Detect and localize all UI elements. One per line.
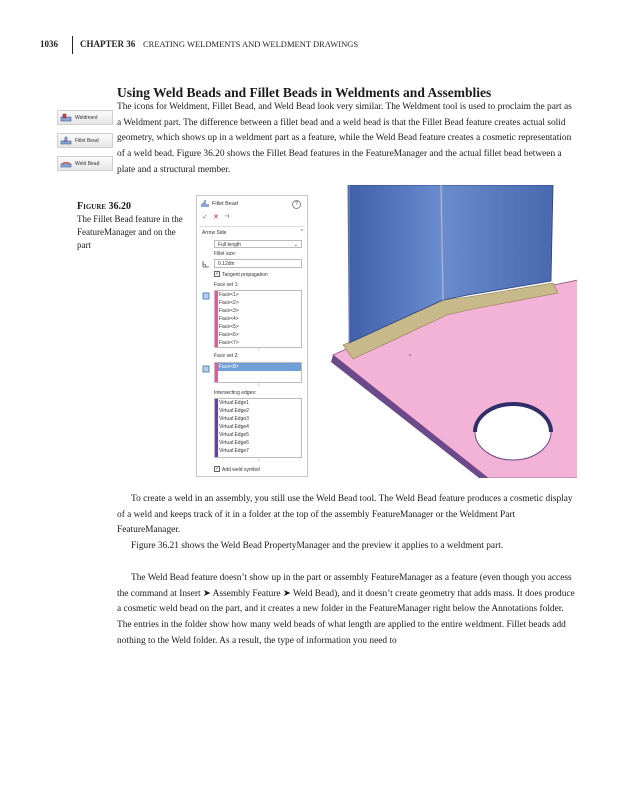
list-item[interactable]: Virtual Edge1	[219, 400, 249, 406]
face-set-2-list[interactable]	[214, 362, 302, 383]
section-title: Using Weld Beads and Fillet Beads in Weldments and Assemblies	[117, 85, 492, 100]
type-select[interactable]	[214, 240, 302, 248]
weld-bead-icon	[60, 159, 72, 169]
fillet-bead-part-render	[313, 185, 577, 478]
weldment-tool	[57, 110, 113, 125]
list-item[interactable]: Virtual Edge7	[219, 448, 249, 454]
resize-handle[interactable]: ○	[257, 458, 261, 464]
tangent-checkbox[interactable]: ✓	[215, 271, 220, 277]
face-set-1-list[interactable]	[214, 290, 302, 348]
divider	[199, 226, 305, 227]
tangent-label: Tangent propagation	[222, 272, 268, 278]
paragraph-1: The icons for Weldment, Fillet Bead, and Weld Bead look very similar. The Weldment tool is used to proclaim the part as a Weldment part. The difference between a fillet bead and a weld bead is that the Fillet Bead feature creates actual solid geometry, which shows up in a weldment part as a feature, while the Weld Bead feature creates a cosmetic representation of a weld bead. Figure 36.20 shows the Fillet Bead features in the FeatureManager and the actual fillet bead between a plate and a structural member.	[117, 102, 572, 175]
list-item[interactable]: Face<3>	[219, 308, 239, 314]
weldment-icon	[60, 113, 72, 123]
paragraph-4: The Weld Bead feature doesn’t show up in the part or assembly FeatureManager as a feature (even though you access the command at Insert ➤ Assembly Feature ➤ Weld Bead), and it doesn’t create geometry that adds mass. It does produce a cosmetic weld bead on the part, and it creates a new folder in the FeatureManager right below the Annotations folder. The entries in the folder show how many weld beads of what length are applied to the entire weldment. Fillet beads add nothing to the Weld folder. As a result, the type of information you need to	[117, 573, 575, 646]
page-number: 1036	[40, 39, 58, 49]
tool-label: Fillet Bead	[75, 138, 99, 144]
add-weld-label: Add weld symbol	[222, 467, 260, 473]
list-item-selected[interactable]: Face<8>	[215, 363, 301, 371]
type-select-value: Full length	[218, 242, 242, 248]
fillet-size-value: 0.12din	[218, 261, 235, 267]
chapter-title: CREATING WELDMENTS AND WELDMENT DRAWINGS	[143, 39, 359, 49]
resize-handle[interactable]: ○	[257, 347, 261, 353]
tool-label: Weld Bead	[75, 161, 100, 167]
pm-title: Fillet Bead	[212, 201, 238, 207]
figure-caption	[77, 200, 187, 252]
paragraph-3: Figure 36.21 shows the Weld Bead PropertyManager and the preview it applies to a weldment part.	[131, 541, 504, 551]
intersecting-edges-list[interactable]	[214, 398, 302, 458]
fillet-bead-icon	[60, 136, 72, 146]
list-item[interactable]: Face<7>	[219, 340, 239, 346]
list-color-stripe	[215, 399, 218, 457]
resize-handle[interactable]: ○	[257, 382, 261, 388]
figure-caption-text: The Fillet Bead feature in the FeatureManager and on the part	[77, 214, 183, 250]
arrow-side-label: Arrow Side	[202, 230, 227, 236]
list-item[interactable]: Face<6>	[219, 332, 239, 338]
add-weld-checkbox[interactable]: ✓	[215, 466, 220, 472]
face-icon	[202, 292, 210, 300]
list-item[interactable]: Virtual Edge2	[219, 408, 249, 414]
list-color-stripe	[215, 291, 218, 347]
list-item[interactable]: Virtual Edge3	[219, 416, 249, 422]
list-item[interactable]: Face<2>	[219, 300, 239, 306]
list-item[interactable]: Virtual Edge4	[219, 424, 249, 430]
face-icon	[202, 365, 210, 373]
intersecting-edges-label: Intersecting edges:	[214, 390, 257, 396]
cancel-button[interactable]: ✕	[213, 214, 219, 221]
chevron-down-icon: ⌄	[293, 242, 298, 248]
fillet-bead-property-manager	[196, 195, 308, 477]
header-rule	[72, 36, 73, 54]
list-item[interactable]: Virtual Edge6	[219, 440, 249, 446]
list-color-stripe	[215, 363, 218, 382]
fillet-size-icon	[202, 260, 210, 268]
fillet-size-input[interactable]	[214, 259, 302, 268]
help-icon[interactable]: ?	[292, 200, 301, 209]
beam-face-right	[441, 185, 553, 300]
fillet-bead-icon	[201, 200, 209, 208]
list-item[interactable]: Face<1>	[219, 292, 239, 298]
collapse-icon[interactable]: ^	[300, 229, 303, 235]
fillet-bead-tool	[57, 133, 113, 148]
face-set-1-label: Face set 1:	[214, 282, 239, 288]
weld-bead-tool	[57, 156, 113, 171]
list-item[interactable]: Face<4>	[219, 316, 239, 322]
list-item[interactable]: Virtual Edge5	[219, 432, 249, 438]
pin-icon[interactable]: ⊣	[224, 214, 230, 220]
chapter-label: CHAPTER 36	[80, 39, 136, 49]
face-set-2-label: Face set 2:	[214, 353, 239, 359]
figure-number: Figure 36.20	[77, 201, 132, 212]
ok-button[interactable]: ✓	[202, 214, 208, 221]
paragraph-2: To create a weld in an assembly, you still use the Weld Bead tool. The Weld Bead feature produces a cosmetic display of a weld and keeps track of it in a folder at the top of the assembly FeatureManager or the Weldment Part FeatureManager.	[117, 494, 573, 536]
tool-label: Weldment	[75, 115, 98, 121]
list-item[interactable]: Face<5>	[219, 324, 239, 330]
fillet-size-label: Fillet size:	[214, 251, 237, 257]
plate-mark	[409, 354, 411, 356]
tool-icons	[57, 110, 112, 179]
